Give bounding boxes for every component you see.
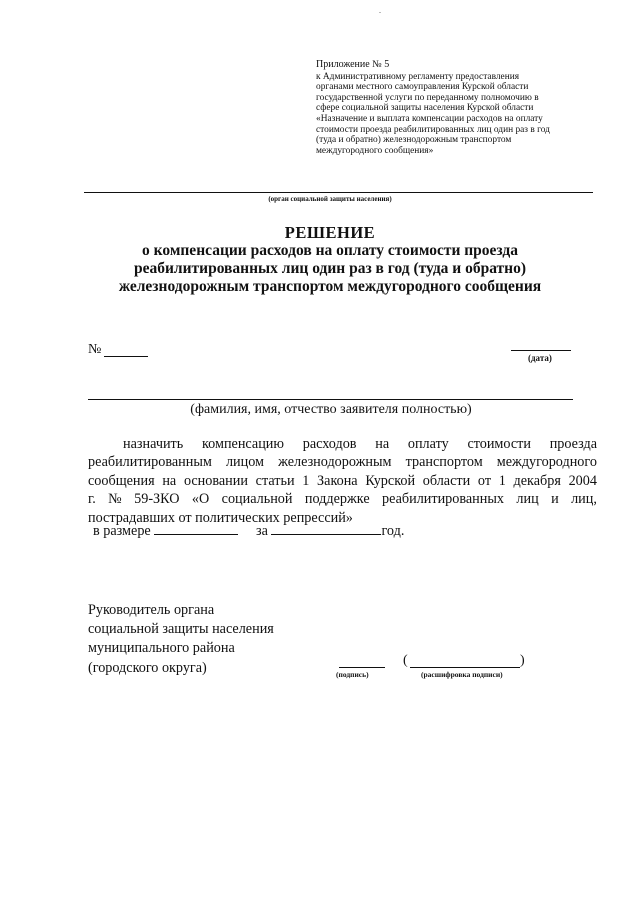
amount-suffix: год. [381, 523, 405, 539]
signature-line [339, 667, 385, 668]
amount-field [154, 522, 238, 535]
body-line [88, 453, 597, 471]
period-field [271, 522, 381, 535]
body-word: Закона [317, 472, 358, 489]
body-word: компенсацию [201, 436, 284, 452]
appendix-line: сфере социальной защиты населения Курской области [316, 103, 534, 114]
number-field-line [104, 356, 148, 357]
body-word: лиц, [571, 491, 597, 508]
body-word: реабилитированным [88, 454, 212, 471]
appendix-title: Приложение № 5 [316, 59, 390, 70]
scan-dot [379, 12, 381, 13]
title-line: реабилитированных лиц один раз в год (туда и обратно) [133, 260, 527, 277]
decision-body [88, 435, 597, 527]
applicant-name-line [88, 399, 573, 400]
body-word: стоимости [467, 436, 531, 452]
signatory-line: (городского округа) [88, 659, 207, 676]
body-word: основании [183, 472, 248, 489]
appendix-line: органами местного самоуправления Курской области [316, 82, 529, 93]
title-line: железнодорожным транспортом междугородного сообщения [118, 278, 542, 295]
body-word: Курской [365, 472, 416, 489]
body-line [88, 472, 597, 490]
body-word: г. [88, 491, 96, 508]
signatory-block [88, 601, 274, 678]
body-word: от [477, 472, 492, 489]
signatory-line: муниципального района [88, 640, 235, 657]
body-word: 1 [302, 472, 310, 489]
number-label: № [88, 342, 102, 357]
body-word: 2004 [568, 472, 597, 489]
body-word: лиц [516, 491, 539, 508]
decoding-open-paren: ( [403, 653, 408, 668]
body-word: оплату [407, 436, 449, 452]
body-word: на [375, 436, 390, 452]
appendix-line: стоимости проезда реабилитированных лиц один раз в год [316, 124, 550, 135]
body-word: пострадавших от политических репрессий» [88, 509, 353, 526]
decoding-close-paren: ) [520, 653, 525, 668]
amount-prefix: в размере [93, 523, 151, 539]
amount-middle: за [256, 523, 268, 539]
title-line: о компенсации расходов на оплату стоимости проезда [142, 242, 518, 259]
body-line [88, 490, 597, 508]
appendix-line: государственной услуги по переданному полномочию в [316, 92, 539, 103]
body-word: проезда [549, 436, 597, 452]
appendix-line: междугородного сообщения» [316, 145, 434, 156]
title-heading: РЕШЕНИЕ [284, 223, 376, 242]
date-field-line [511, 350, 571, 351]
body-word: декабря [513, 472, 561, 489]
body-word: социальной [221, 491, 293, 508]
appendix-block [316, 60, 596, 156]
signatory-line: Руководитель органа [88, 602, 215, 618]
body-word: транспортом [405, 454, 483, 471]
org-name-line [84, 192, 593, 193]
body-word: железнодорожным [278, 454, 392, 471]
body-word: области [422, 472, 471, 489]
body-word: лицом [225, 454, 265, 471]
body-word: № [108, 491, 122, 508]
body-word: на [162, 472, 177, 489]
body-word: 1 [498, 472, 506, 489]
body-word: реабилитированных [382, 491, 504, 508]
signatory-line: социальной защиты населения [88, 621, 274, 638]
decoding-caption: (расшифровка подписи) [421, 670, 503, 679]
body-word: междугородного [496, 454, 597, 471]
decoding-line [410, 667, 520, 668]
appendix-line: (туда и обратно) железнодорожным транспортом [316, 135, 512, 146]
body-line [88, 435, 597, 453]
appendix-line: к Административному регламенту предоставления [316, 71, 520, 82]
applicant-name-caption: (фамилия, имя, отчество заявителя полностью) [190, 402, 472, 417]
date-caption: (дата) [528, 353, 552, 363]
body-word: статьи [255, 472, 295, 489]
body-word: расходов [302, 436, 357, 452]
body-word: сообщения [88, 472, 155, 489]
body-word: и [551, 491, 559, 508]
body-word: 59-ЗКО [134, 491, 180, 508]
signature-caption: (подпись) [336, 670, 369, 679]
document-title [0, 224, 640, 296]
body-word: «О [191, 491, 210, 508]
body-word: назначить [123, 436, 184, 452]
org-caption: (орган социальной защиты населения) [268, 195, 392, 203]
body-word: поддержке [304, 491, 370, 508]
amount-row [93, 522, 404, 540]
appendix-line: «Назначение и выплата компенсации расходов на оплату [316, 113, 543, 124]
